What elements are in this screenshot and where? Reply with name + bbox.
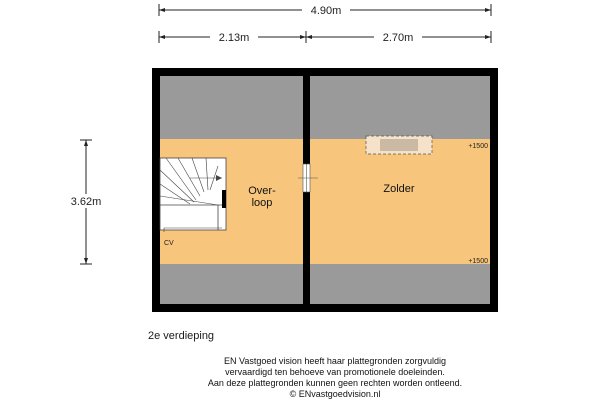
- room-label-overloop-line1: Over-: [248, 185, 276, 197]
- disclaimer: [0, 356, 600, 400]
- disclaimer-copyright: © ENvastgoedvision.nl: [289, 389, 381, 399]
- dimension-right-label: 2.70m: [382, 32, 414, 44]
- level-marker-bottom: +1500: [468, 258, 488, 265]
- left-low-area-bottom: [160, 264, 303, 304]
- zolder-floor: [310, 139, 490, 264]
- staircase: [160, 158, 226, 232]
- dimension-left-label: 2.13m: [218, 32, 250, 44]
- right-low-area-bottom: [310, 264, 490, 304]
- room-label-overloop-line2: loop: [251, 197, 273, 209]
- skylight: [366, 136, 432, 154]
- disclaimer-line: vervaardigd ten behoeve van promotionele doeleinden.: [225, 367, 445, 377]
- dimension-total-label: 4.90m: [310, 5, 342, 17]
- disclaimer-line: Aan deze plattegronden kunnen geen rechten worden ontleend.: [207, 378, 463, 388]
- level-marker-top: +1500: [468, 143, 488, 150]
- room-label-zolder: Zolder: [383, 183, 415, 195]
- left-low-area-top: [160, 76, 303, 139]
- dimension-total-width: [159, 3, 491, 17]
- disclaimer-line: EN Vastgoed vision heeft haar plattegronden zorgvuldig: [224, 356, 446, 366]
- dimension-height: [62, 140, 110, 264]
- dimension-height-label: 3.62m: [70, 196, 102, 208]
- right-low-area-top: [310, 76, 490, 139]
- dimension-sub-widths: [159, 30, 491, 44]
- room-label-cv: CV: [164, 240, 174, 247]
- floor-label: 2e verdieping: [148, 330, 215, 342]
